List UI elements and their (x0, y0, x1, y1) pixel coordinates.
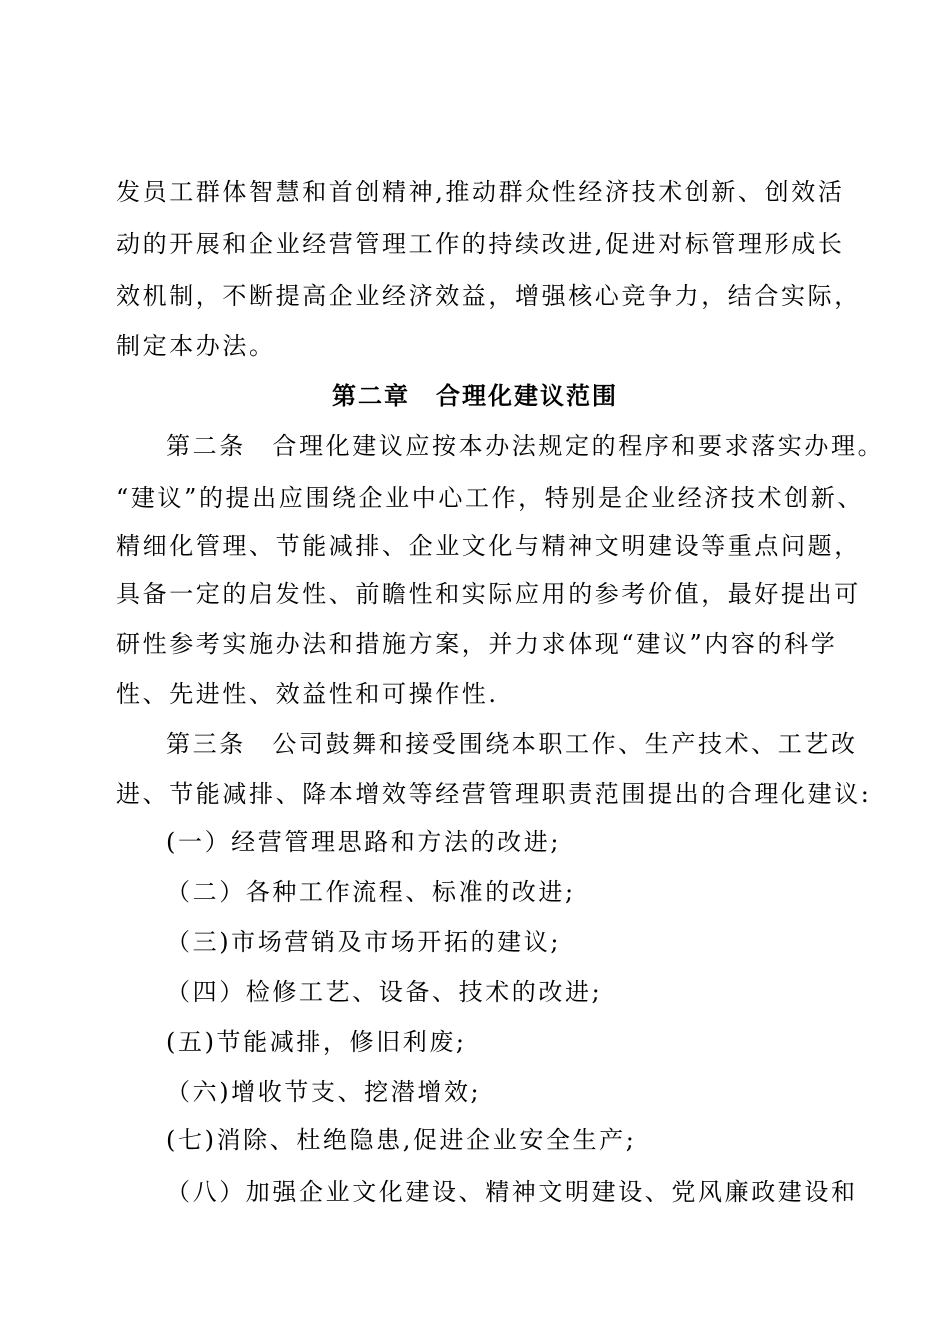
article-2-line: 研性参考实施办法和措施方案，并力求体现“建议”内容的科学 (116, 630, 838, 658)
intro-line: 动的开展和企业经营管理工作的持续改进,促进对标管理形成长 (116, 230, 845, 258)
list-item: （二）各种工作流程、标准的改进; (166, 878, 576, 906)
article-2-line: “建议”的提出应围绕企业中心工作，特别是企业经济技术创新、 (116, 484, 864, 512)
intro-line: 发员工群体智慧和首创精神,推动群众性经济技术创新、创效活 (116, 178, 845, 206)
article-2-line: 具备一定的启发性、前瞻性和实际应用的参考价值，最好提出可 (116, 580, 861, 608)
list-item: （六)增收节支、挖潜增效; (166, 1078, 482, 1106)
article-3-line: 第三条 公司鼓舞和接受围绕本职工作、生产技术、工艺改 (166, 730, 858, 758)
chapter-heading: 第二章 合理化建议范围 (332, 382, 618, 410)
article-2-line: 第二条 合理化建议应按本办法规定的程序和要求落实办理。 (166, 432, 885, 460)
article-2-line: 精细化管理、节能减排、企业文化与精神文明建设等重点问题， (116, 532, 861, 560)
article-3-line: 进、节能减排、降本增效等经营管理职责范围提出的合理化建议: (116, 780, 872, 808)
list-item: (一）经营管理思路和方法的改进; (166, 828, 562, 856)
list-item: (五)节能减排，修旧利废; (166, 1028, 467, 1056)
list-item: (七)消除、杜绝隐患,促进企业安全生产; (166, 1126, 637, 1154)
intro-line: 制定本办法。 (116, 332, 276, 360)
list-item: （八）加强企业文化建设、精神文明建设、党风廉政建设和 (166, 1178, 858, 1206)
list-item: （四）检修工艺、设备、技术的改进; (166, 978, 603, 1006)
list-item: （三)市场营销及市场开拓的建议; (166, 928, 562, 956)
article-2-line: 性、先进性、效益性和可操作性. (116, 680, 499, 708)
intro-line: 效机制，不断提高企业经济效益，增强核心竞争力，结合实际， (116, 282, 861, 310)
